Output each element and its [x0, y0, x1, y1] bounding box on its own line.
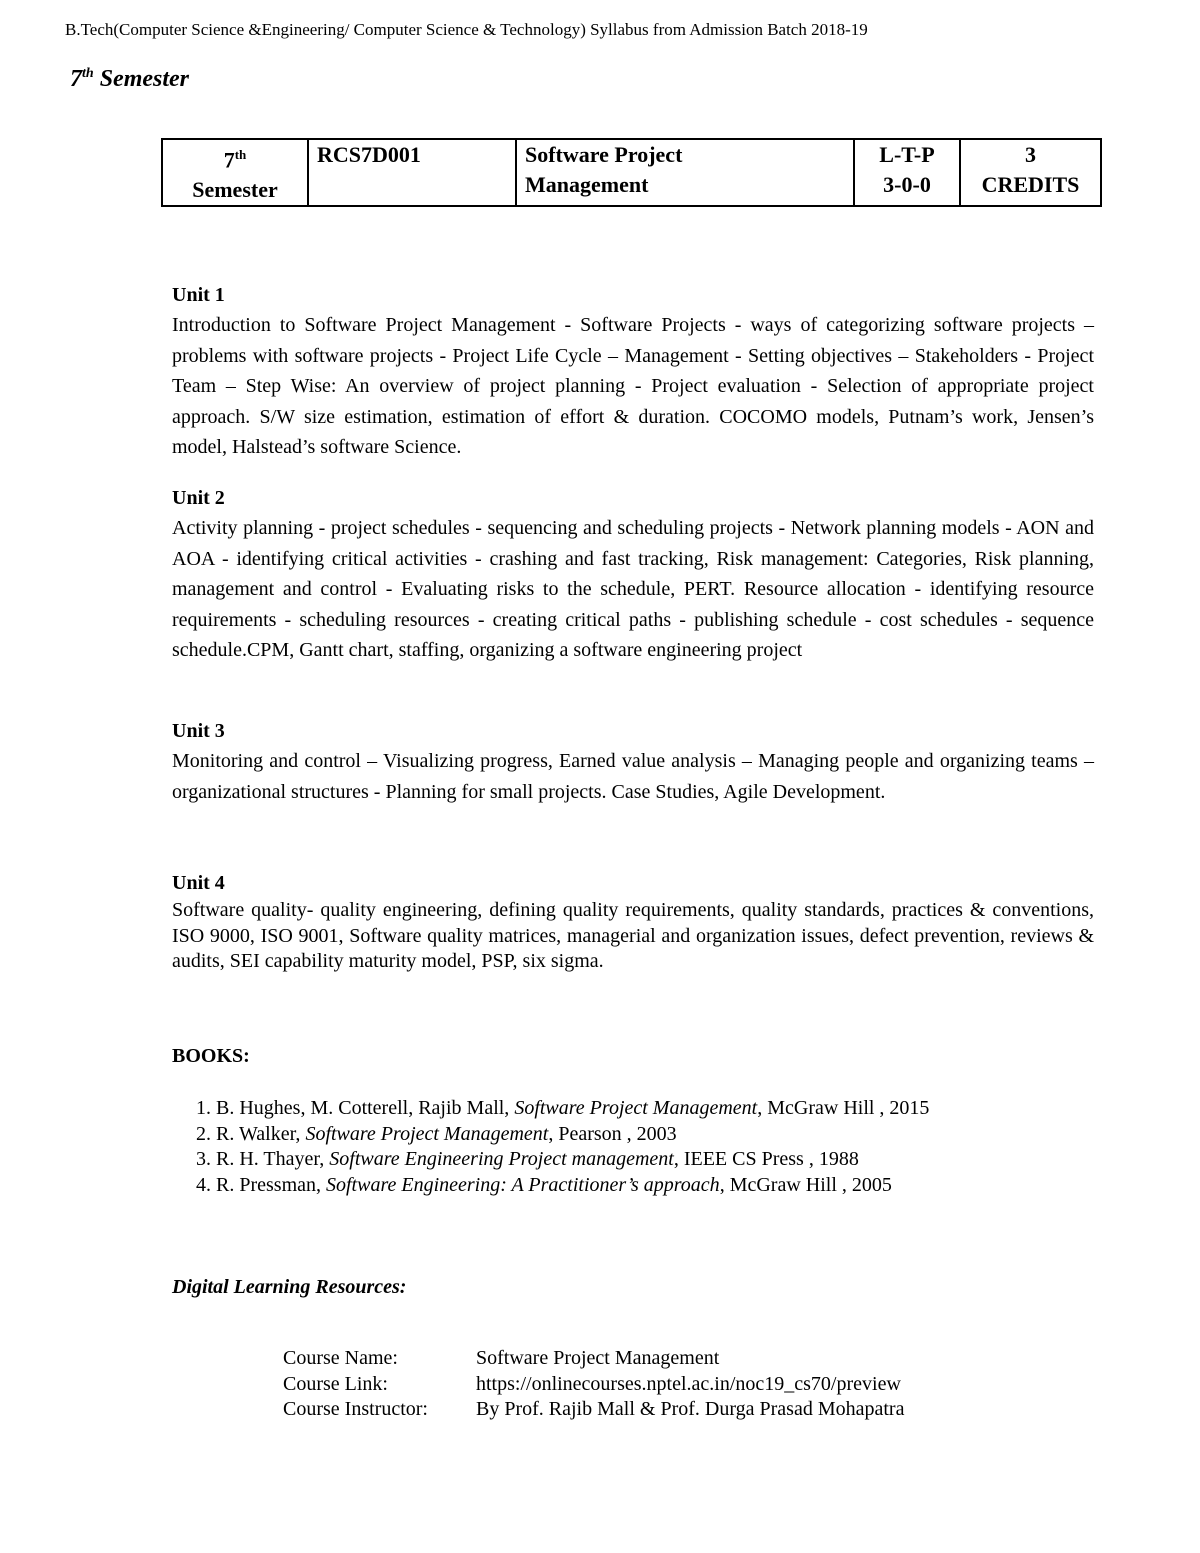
unit-4-section	[172, 868, 1094, 975]
book-publisher: , IEEE CS Press , 1988	[673, 1148, 859, 1170]
course-code: RCS7D001	[317, 142, 421, 167]
course-title-line1: Software Project	[525, 142, 683, 167]
semester-suffix: th	[82, 66, 94, 81]
unit-title: Unit 4	[172, 872, 225, 894]
course-link-value[interactable]: https://onlinecourses.nptel.ac.in/noc19_cs70/preview	[476, 1372, 901, 1395]
book-item	[216, 1173, 1116, 1199]
credits-number: 3	[1025, 142, 1036, 167]
digital-resources-heading: Digital Learning Resources:	[172, 1276, 407, 1298]
course-link-label: Course Link:	[283, 1372, 388, 1395]
unit-title: Unit 2	[172, 487, 225, 509]
books-heading: BOOKS:	[172, 1045, 250, 1067]
semester-cell-number: 7	[223, 147, 235, 173]
ltp-cell	[854, 139, 960, 206]
book-item	[216, 1122, 1116, 1148]
unit-title: Unit 1	[172, 284, 225, 306]
course-info-row	[162, 139, 1101, 206]
course-instructor-value: By Prof. Rajib Mall & Prof. Durga Prasad Mohapatra	[476, 1398, 905, 1420]
semester-number: 7	[70, 66, 82, 92]
book-title: Software Engineering Project management	[329, 1148, 674, 1170]
book-title: Software Project Management	[305, 1122, 549, 1145]
course-title-cell	[516, 139, 854, 206]
course-name-value: Software Project Management	[476, 1347, 720, 1369]
book-authors: R. H. Thayer,	[216, 1148, 330, 1170]
semester-cell-word: Semester	[192, 177, 278, 203]
books-list	[172, 1096, 1116, 1198]
semester-word: Semester	[99, 66, 190, 92]
semester-heading	[70, 66, 189, 93]
book-title: Software Project Management	[514, 1097, 758, 1119]
unit-1-section	[172, 280, 1094, 463]
book-item	[216, 1096, 1116, 1122]
ltp-value: 3-0-0	[883, 172, 931, 197]
book-publisher: , Pearson , 2003	[548, 1122, 677, 1145]
course-title-line2: Management	[525, 172, 649, 197]
page-header: B.Tech(Computer Science &Engineering/ Computer Science & Technology) Syllabus from Admission Batch 2018-19	[65, 20, 868, 39]
unit-description: Activity planning - project schedules - sequencing and scheduling projects - Network planning models - AON and AOA - identifying critical activities - crashing and fast tracking, Risk management: Categories, Risk planning, management and control - Evaluating risks to the schedule, PERT. Resource allocation - identifying resource requirements - scheduling resources - creating critical paths - publishing schedule - cost schedules - sequence schedule.CPM, Gantt chart, staffing, organizing a software engineering project	[172, 517, 1094, 661]
course-instructor-label: Course Instructor:	[283, 1398, 428, 1420]
unit-description: Monitoring and control – Visualizing progress, Earned value analysis – Managing people and organizing teams – organizational structures - Planning for small projects. Case Studies, Agile Development.	[172, 750, 1094, 803]
book-authors: B. Hughes, M. Cotterell, Rajib Mall,	[216, 1097, 515, 1119]
book-item	[216, 1147, 1116, 1173]
credits-cell	[960, 139, 1101, 206]
course-code-cell	[308, 139, 516, 206]
semester-cell	[162, 139, 308, 206]
book-publisher: , McGraw Hill , 2015	[757, 1097, 930, 1119]
book-authors: R. Walker,	[216, 1122, 306, 1145]
ltp-label: L-T-P	[879, 142, 935, 167]
book-publisher: , McGraw Hill , 2005	[719, 1173, 892, 1196]
credits-label: CREDITS	[981, 172, 1080, 197]
semester-cell-suffix: th	[234, 147, 247, 162]
course-info-table	[161, 138, 1102, 207]
unit-description: Introduction to Software Project Management - Software Projects - ways of categorizing software projects – problems with software projects - Project Life Cycle – Management - Setting objectives – Stakeholders - Project Team – Step Wise: An overview of project planning - Project evaluation - Selection of appropriate project approach. S/W size estimation, estimation of effort & duration. COCOMO models, Putnam’s work, Jensen’s model, Halstead’s software Science.	[172, 314, 1094, 458]
unit-2-section	[172, 483, 1094, 666]
course-link-row	[283, 1372, 904, 1398]
book-title: Software Engineering: A Practitioner’s approach	[326, 1173, 720, 1196]
book-authors: R. Pressman,	[216, 1173, 326, 1196]
unit-3-section	[172, 716, 1094, 807]
digital-resources-table	[283, 1346, 904, 1423]
course-name-row	[283, 1346, 904, 1372]
unit-title: Unit 3	[172, 720, 225, 742]
unit-description: Software quality- quality engineering, defining quality requirements, quality standards, practices & conventions, ISO 9000, ISO 9001, Software quality matrices, managerial and organization issues, defect prevention, reviews & audits, SEI capability maturity model, PSP, six sigma.	[172, 899, 1094, 972]
course-instructor-row	[283, 1397, 904, 1423]
course-name-label: Course Name:	[283, 1347, 398, 1369]
